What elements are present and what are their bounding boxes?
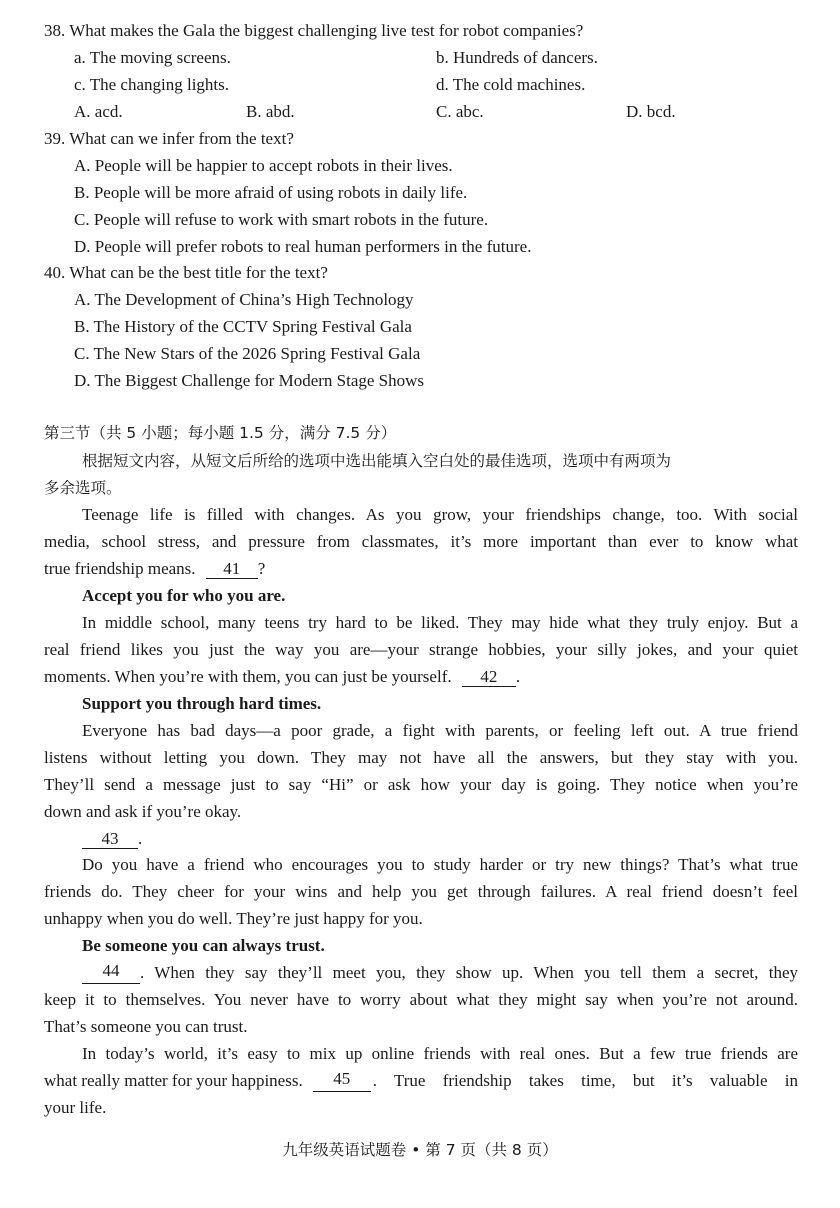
passage-line: In today’s world, it’s easy to mix up online friends with real ones. But a few true friends are — [82, 1044, 798, 1063]
q40-option-a: A. The Development of China’s High Technology — [74, 290, 414, 309]
section-heading: 第三节（共 5 小题；每小题 1.5 分，满分 7.5 分） — [44, 424, 397, 442]
passage-text: . When they say they’ll meet you, they show up. When you tell them a secret, they — [140, 963, 798, 982]
blank-42: 42 — [462, 668, 516, 687]
q40-option-b: B. The History of the CCTV Spring Festival Gala — [74, 317, 412, 336]
q38-option-c: C. abc. — [436, 102, 484, 121]
passage-text: moments. When you’re with them, you can just be yourself. — [44, 667, 452, 686]
q40-stem: 40. What can be the best title for the text? — [44, 263, 328, 282]
q38-option-b: B. abd. — [246, 102, 295, 121]
passage-line: Everyone has bad days—a poor grade, a fight with parents, or feeling left out. A true friend — [82, 721, 798, 740]
q39-option-c: C. People will refuse to work with smart robots in the future. — [74, 210, 489, 229]
passage-line: In middle school, many teens try hard to be liked. They may hide what they truly enjoy. But a — [82, 613, 798, 632]
passage-line: They’ll send a message just to say “Hi” or ask how your day is going. They notice when you’re — [44, 775, 798, 794]
passage-line: listens without letting you down. They may not have all the answers, but they stay with you. — [44, 748, 798, 767]
q39-option-a: A. People will be happier to accept robots in their lives. — [74, 156, 453, 175]
q38-option-a: A. acd. — [74, 102, 123, 121]
passage-line — [44, 1070, 798, 1092]
passage-line: Teenage life is filled with changes. As you grow, your friendships change, too. With social — [82, 505, 798, 524]
blank-44: 44 — [82, 962, 140, 984]
passage-line: your life. — [44, 1098, 107, 1117]
passage-text: true friendship means. — [44, 559, 196, 578]
passage-line — [44, 558, 265, 580]
passage-line — [44, 666, 520, 688]
page-footer: 九年级英语试题卷 • 第 7 页（共 8 页） — [282, 1141, 558, 1159]
passage-heading-3: Be someone you can always trust. — [82, 936, 325, 955]
passage-text: . True friendship takes time, but it’s valuable in — [372, 1071, 798, 1090]
q38-item-c: c. The changing lights. — [74, 75, 230, 94]
blank-45: 45 — [313, 1070, 371, 1092]
q39-option-d: D. People will prefer robots to real human performers in the future. — [74, 237, 532, 256]
passage-text: . — [138, 829, 143, 848]
passage-text: ? — [257, 559, 266, 578]
q40-option-c: C. The New Stars of the 2026 Spring Festival Gala — [74, 344, 421, 363]
passage-line — [82, 828, 142, 850]
q38-stem: 38. What makes the Gala the biggest challenging live test for robot companies? — [44, 21, 584, 40]
passage-text: what really matter for your happiness. — [44, 1071, 303, 1090]
passage-line: Do you have a friend who encourages you to study harder or try new things? That’s what true — [82, 855, 798, 874]
q39-option-b: B. People will be more afraid of using robots in daily life. — [74, 183, 468, 202]
section-instructions-line-2: 多余选项。 — [44, 479, 122, 497]
blank-41: 41 — [206, 560, 258, 579]
passage-line: friends do. They cheer for your wins and help you get through failures. A real friend doesn’t feel — [44, 882, 798, 901]
blank-43: 43 — [82, 830, 138, 849]
passage-line — [82, 962, 798, 984]
passage-text: . — [515, 667, 521, 686]
q38-item-b: b. Hundreds of dancers. — [436, 48, 598, 67]
q40-option-d: D. The Biggest Challenge for Modern Stage Shows — [74, 371, 425, 390]
q38-option-d: D. bcd. — [626, 102, 676, 121]
passage-line: keep it to themselves. You never have to worry about what they might say when you’re not around. — [44, 990, 798, 1009]
passage-line: real friend likes you just the way you are—your strange hobbies, your silly jokes, and your quiet — [44, 640, 798, 659]
passage-heading-1: Accept you for who you are. — [82, 586, 286, 605]
passage-heading-2: Support you through hard times. — [82, 694, 322, 713]
passage-line: media, school stress, and pressure from classmates, it’s more important than ever to know what — [44, 532, 798, 551]
passage-line: down and ask if you’re okay. — [44, 802, 242, 821]
passage-line: unhappy when you do well. They’re just happy for you. — [44, 909, 423, 928]
passage-line: That’s someone you can trust. — [44, 1017, 248, 1036]
q39-stem: 39. What can we infer from the text? — [44, 129, 294, 148]
q38-item-d: d. The cold machines. — [436, 75, 586, 94]
q38-item-a: a. The moving screens. — [74, 48, 231, 67]
section-instructions-line-1: 根据短文内容，从短文后所给的选项中选出能填入空白处的最佳选项，选项中有两项为 — [82, 452, 672, 470]
